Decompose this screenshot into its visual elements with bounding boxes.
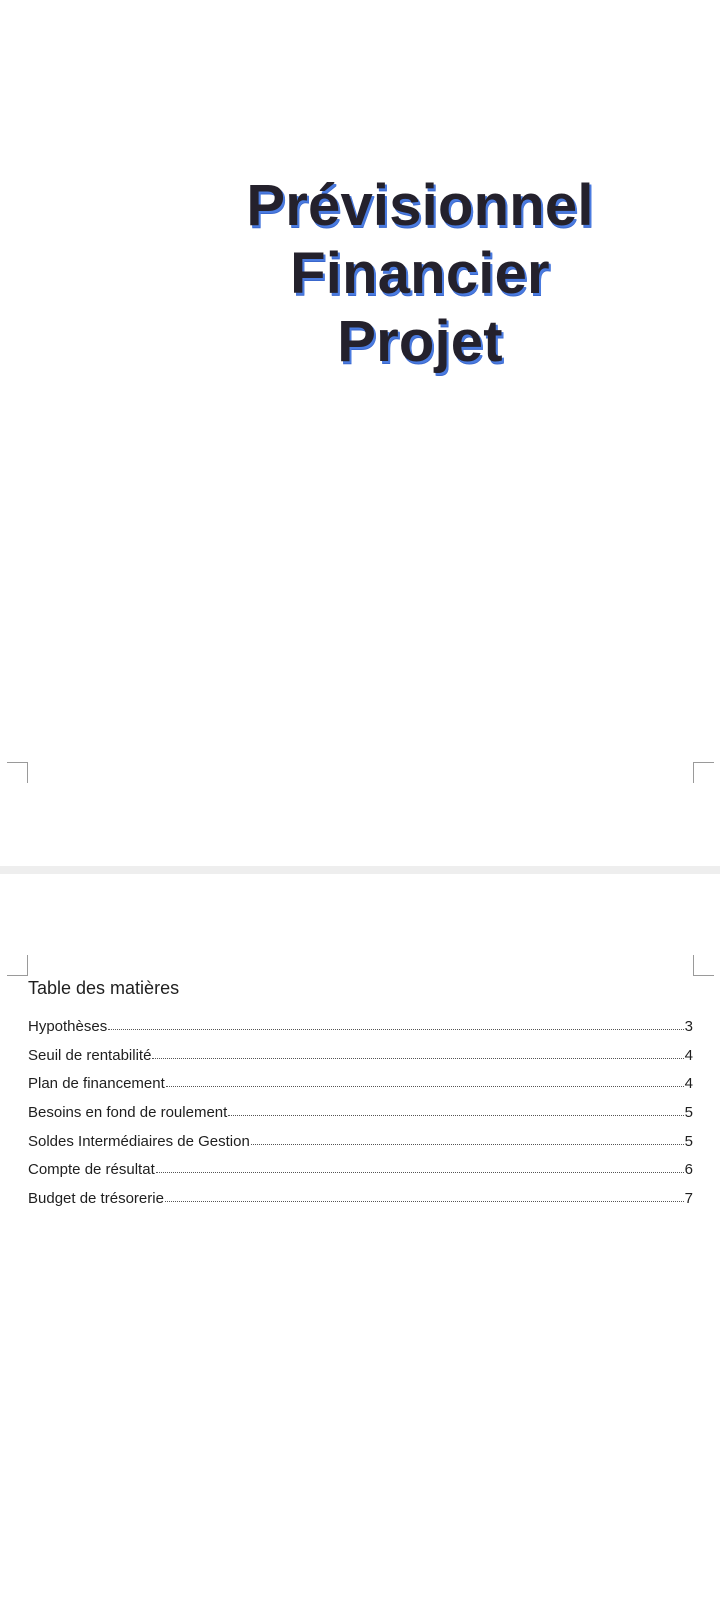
toc-entry-besoins-en-fond-de-roulement[interactable] (28, 1104, 693, 1133)
toc-entry-page-number: 4 (684, 1075, 693, 1093)
toc-entry-page-number: 6 (684, 1161, 693, 1179)
toc-dot-leader (108, 1029, 683, 1030)
toc-entry-page-number: 5 (684, 1132, 693, 1150)
document-title (140, 172, 700, 376)
toc-dot-leader (156, 1172, 684, 1173)
page-margin-corner-top-right (693, 955, 714, 976)
toc-entry-soldes-intermediaires-de-gestion[interactable] (28, 1133, 693, 1162)
page-margin-corner-top-left (7, 955, 28, 976)
toc-dot-leader (251, 1144, 684, 1145)
toc-entry-label: Compte de résultat (28, 1161, 155, 1179)
page-separator (0, 866, 720, 874)
page-margin-corner-bottom-right (693, 762, 714, 783)
table-of-contents (28, 976, 693, 1219)
toc-dot-leader (166, 1086, 684, 1087)
toc-entry-plan-de-financement[interactable] (28, 1075, 693, 1104)
toc-heading: Table des matières (28, 978, 180, 998)
toc-entry-label: Hypothèses (28, 1018, 108, 1035)
toc-dot-leader (228, 1115, 683, 1116)
title-line-1: Prévisionnel Financier (246, 173, 594, 306)
title-line-2: Projet (337, 309, 503, 374)
toc-entry-label: Seuil de rentabilité (28, 1046, 152, 1064)
toc-entry-label: Soldes Intermédiaires de Gestion (28, 1132, 250, 1150)
toc-entry-page-number: 3 (684, 1018, 693, 1035)
toc-entry-page-number: 4 (684, 1046, 693, 1064)
page-margin-corner-bottom-left (7, 762, 28, 783)
toc-entry-compte-de-resultat[interactable] (28, 1161, 693, 1190)
toc-entry-hypotheses[interactable] (28, 1018, 693, 1047)
toc-entry-page-number: 7 (684, 1190, 693, 1208)
toc-entry-seuil-de-rentabilite[interactable] (28, 1047, 693, 1076)
toc-list (28, 1018, 693, 1219)
toc-dot-leader (152, 1058, 683, 1059)
toc-entry-page-number: 5 (684, 1104, 693, 1122)
toc-entry-label: Plan de financement (28, 1075, 165, 1093)
toc-entry-label: Budget de trésorerie (28, 1190, 164, 1208)
toc-entry-label: Besoins en fond de roulement (28, 1104, 228, 1122)
toc-entry-budget-de-tresorerie[interactable] (28, 1190, 693, 1219)
toc-dot-leader (165, 1201, 684, 1202)
